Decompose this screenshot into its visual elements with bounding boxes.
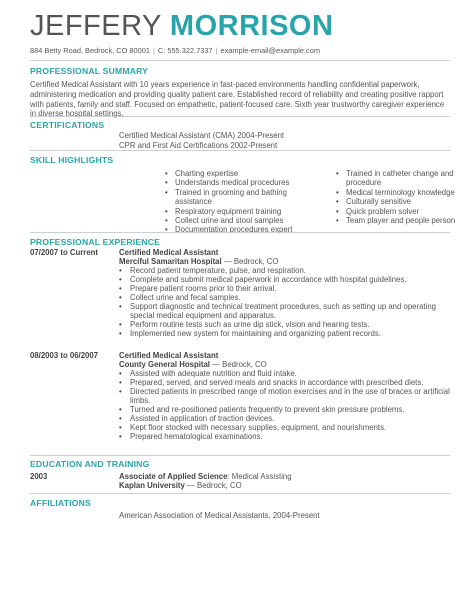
skills-heading: SKILL HIGHLIGHTS (30, 155, 114, 165)
duty-item: • Collect urine and fecal samples. (130, 293, 452, 302)
skills-list-right (335, 169, 464, 225)
duty-item: • Prepared hematological examinations. (130, 432, 452, 441)
skill-item: • Trained in grooming and bathing assistance (175, 188, 295, 207)
duty-item: • Prepare patient rooms prior to their arrival. (130, 284, 452, 293)
last-name: MORRISON (169, 10, 334, 42)
contact-line (30, 46, 320, 55)
divider (30, 116, 450, 117)
job-dates: 08/2003 to 06/2007 (30, 351, 99, 360)
certifications-heading: CERTIFICATIONS (30, 120, 105, 130)
duty-item: • Kept floor stocked with necessary supplies, equipment, and nourishments. (130, 423, 452, 432)
certification-item: Certified Medical Assistant (CMA) 2004-Present (119, 131, 285, 140)
summary-heading: PROFESSIONAL SUMMARY (30, 66, 149, 76)
education-heading: EDUCATION AND TRAINING (30, 459, 150, 469)
summary-text: Certified Medical Assistant with 10 years experience in fast-paced environments handling confidential paperwork, administering medication and providing quality patient care. Established record of reliability and creating positive rapport with patients, family and staff. Focused on empathetic, patient-focused care. Sixth year trustworthy caregiver experience in diverse hospital settings. (30, 80, 445, 119)
divider (30, 60, 450, 61)
skill-item: • Trained in catheter change and procedure (346, 169, 464, 188)
duty-item: • Record patient temperature, pulse, and respiration. (130, 266, 452, 275)
education-degree (119, 472, 292, 481)
duty-item: • Assisted in application of traction devices. (130, 414, 452, 423)
duty-item: • Complete and submit medical paperwork in accordance with hospital guidelines. (130, 275, 452, 284)
degree-field: : Medical Assisting (227, 472, 292, 481)
job-employer (119, 360, 267, 369)
duty-item: • Assisted with adequate nutrition and fluid intake. (130, 369, 452, 378)
affiliations-heading: AFFILIATIONS (30, 498, 91, 508)
email-link[interactable]: example-email@example.com (220, 46, 320, 55)
duty-item: • Implemented new system for maintaining and organizing patient records. (130, 329, 452, 338)
skills-list-left (164, 169, 295, 235)
degree-name: Associate of Applied Science (119, 472, 228, 481)
divider (30, 455, 450, 456)
job-duties (130, 369, 452, 441)
divider (30, 150, 450, 151)
skill-item: • Medical terminology knowledge (346, 188, 464, 197)
school-location: — Bedrock, CO (184, 481, 242, 490)
skill-item: • Documentation procedures expert (175, 225, 295, 234)
skill-item: • Respiratory equipment training (175, 207, 295, 216)
skill-item: • Understands medical procedures (175, 178, 295, 187)
employer-location: — Bedrock, CO (221, 257, 279, 266)
school-name: Kaplan University (119, 481, 185, 490)
job-title: Certified Medical Assistant (119, 248, 219, 257)
certification-item: CPR and First Aid Certifications 2002-Present (119, 140, 278, 150)
skill-item: • Charting expertise (175, 169, 295, 178)
duty-item: • Directed patients in prescribed range of motion exercises and in the use of braces or artificial limbs. (130, 387, 452, 405)
skill-item: • Culturally sensitive (346, 197, 464, 206)
separator: | (152, 46, 155, 55)
duty-item: • Turned and re-positioned patients frequently to prevent skin pressure problems. (130, 405, 452, 414)
employer-name: County General Hospital (119, 360, 210, 369)
phone: C: 555.322.7337 (157, 46, 213, 55)
job-title: Certified Medical Assistant (119, 351, 219, 360)
skill-item: • Quick problem solver (346, 207, 464, 216)
divider (30, 493, 450, 494)
education-school (119, 481, 242, 490)
job-dates: 07/2007 to Current (30, 248, 99, 257)
employer-location: — Bedrock, CO (209, 360, 267, 369)
address: 884 Betty Road, Bedrock, CO 80001 (30, 46, 150, 55)
divider (30, 232, 450, 233)
experience-heading: PROFESSIONAL EXPERIENCE (30, 237, 161, 247)
separator: | (215, 46, 218, 55)
duty-item: • Prepared, served, and served meals and snacks in accordance with prescribed diets. (130, 378, 452, 387)
employer-name: Merciful Samaritan Hospital (119, 257, 222, 266)
candidate-name (30, 10, 333, 43)
education-year: 2003 (30, 472, 48, 481)
job-employer (119, 257, 278, 266)
duty-item: • Support diagnostic and technical treatment procedures, such as setting up and operating special medical equipment and apparatus. (130, 302, 452, 320)
first-name: JEFFERY (30, 10, 162, 42)
affiliation-item: American Association of Medical Assistants, 2004-Present (119, 511, 320, 520)
skill-item: • Team player and people person (346, 216, 464, 225)
job-duties (130, 266, 452, 338)
duty-item: • Perform routine tests such as urine dip stick, vision and hearing tests. (130, 320, 452, 329)
skill-item: • Collect urine and stool samples (175, 216, 295, 225)
